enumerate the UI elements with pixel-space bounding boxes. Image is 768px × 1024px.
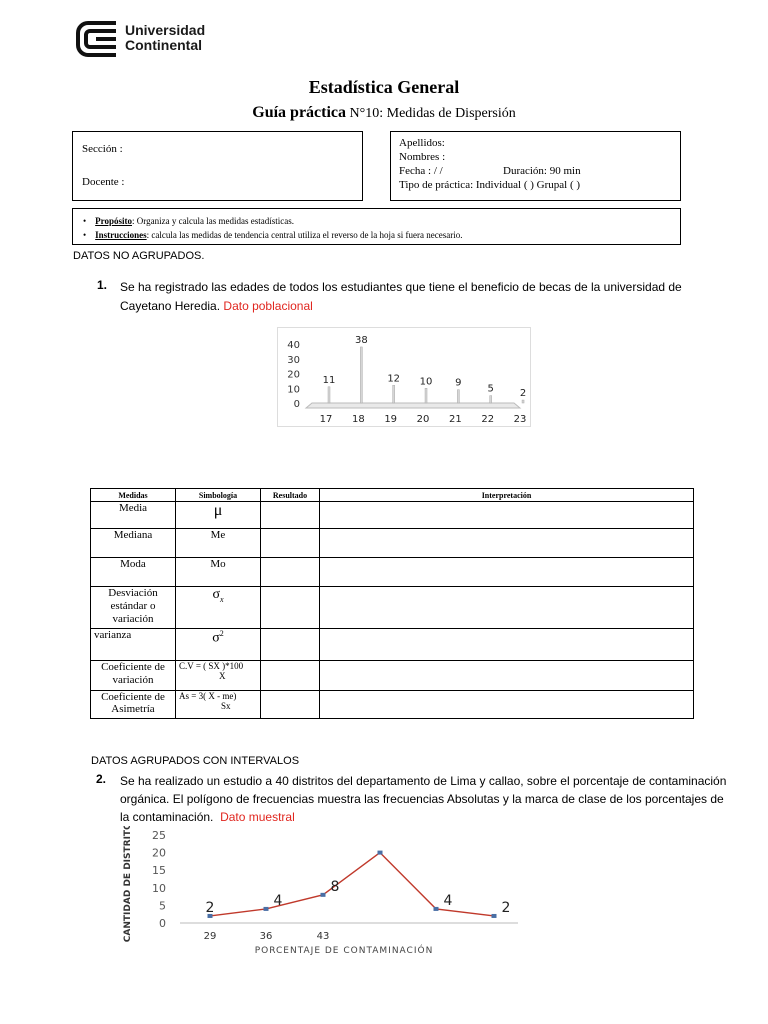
university-logo (76, 20, 121, 58)
section1-heading: DATOS NO AGRUPADOS. (73, 250, 205, 262)
x-tick-label: 18 (351, 414, 365, 425)
seccion-label: Sección : (82, 143, 123, 155)
data-point-label: 2 (501, 899, 511, 916)
y-tick-label: 20 (152, 846, 166, 860)
data-point (264, 907, 269, 911)
instructions-box (72, 208, 681, 245)
dato-poblacional-tag: Dato poblacional (223, 299, 313, 313)
x-axis-label: PORCENTAJE DE CONTAMINACIÓN (254, 946, 434, 956)
table-row (91, 587, 694, 629)
medida-cell: Desviación estándar o variación (91, 587, 176, 629)
data-point-label: 8 (330, 878, 340, 895)
guide-number: N°10: (349, 106, 384, 121)
section2-heading: DATOS AGRUPADOS CON INTERVALOS (91, 755, 300, 767)
contamination-line-chart (118, 826, 530, 958)
as-formula-top: As = 3( X - me) (179, 691, 237, 701)
sigma-squared-symbol (176, 629, 261, 661)
apellidos-label: Apellidos: (399, 137, 445, 149)
resultado-cell[interactable] (261, 629, 320, 661)
bar (425, 388, 427, 403)
bar-value-label: 10 (419, 376, 433, 388)
instrucciones-label: Instrucciones (95, 230, 147, 240)
medida-cell: Media (91, 502, 176, 529)
bar-value-label: 38 (354, 334, 368, 346)
mo-symbol: Mo (176, 558, 261, 587)
bar (360, 347, 362, 403)
section2-line3: la contaminación. (120, 810, 214, 824)
page-title: Estadística General (308, 77, 460, 97)
logo-line2: Continental (125, 37, 202, 53)
medida-cell: Mediana (91, 529, 176, 558)
guide-label: Guía práctica (252, 104, 347, 121)
x-tick-label: 36 (259, 931, 273, 942)
logo-icon (76, 20, 121, 58)
bar-value-label: 11 (322, 374, 336, 386)
bar-value-label: 12 (387, 373, 401, 385)
x-tick-label: 21 (448, 414, 462, 425)
cv-formula (176, 661, 261, 691)
header-simbologia: Simbología (176, 489, 261, 502)
y-tick-label: 0 (159, 917, 166, 930)
y-tick-label: 10 (287, 384, 300, 396)
x-tick-label: 23 (513, 414, 527, 425)
table-row (91, 558, 694, 587)
data-point (434, 907, 439, 911)
form-right-box (390, 131, 681, 201)
medida-cell: Moda (91, 558, 176, 587)
section2-number: 2. (96, 772, 107, 786)
sigma-glyph: σ (212, 587, 220, 602)
header-interpretacion: Interpretación (320, 489, 694, 502)
cv-formula-bottom: X (219, 671, 226, 681)
sigma-x-symbol (176, 587, 261, 629)
resultado-cell[interactable] (261, 691, 320, 719)
me-symbol: Me (176, 529, 261, 558)
as-formula (176, 691, 261, 719)
mu-symbol: μ (176, 502, 261, 529)
section1-text (120, 278, 682, 316)
interpretacion-cell[interactable] (320, 691, 694, 719)
bar (328, 387, 330, 403)
tipo-practica-label: Tipo de práctica: Individual ( ) Grupal ( ) (399, 179, 581, 191)
medida-cell: Coeficiente de Asimetría (91, 691, 176, 719)
resultado-cell[interactable] (261, 661, 320, 691)
interpretacion-cell[interactable] (320, 587, 694, 629)
section2-line1: Se ha realizado un estudio a 40 distritos del departamento de Lima y callao, sobre el porcentaje de contaminación (120, 774, 727, 788)
interpretacion-cell[interactable] (320, 529, 694, 558)
table-row (91, 529, 694, 558)
bar (522, 400, 524, 403)
proposito-text: : Organiza y calcula las medidas estadísticas. (132, 216, 295, 226)
bar (457, 390, 459, 403)
interpretacion-cell[interactable] (320, 558, 694, 587)
bar-value-label: 5 (487, 383, 494, 395)
sigma-sub: x (219, 594, 224, 604)
logo-line1: Universidad (125, 22, 206, 38)
sigma-sup: 2 (219, 629, 224, 638)
y-axis-label: CANTIDAD DE DISTRITOS (123, 826, 133, 943)
x-tick-label: 29 (203, 931, 217, 942)
y-tick-label: 10 (152, 881, 166, 895)
section2-text (120, 772, 726, 826)
data-point (492, 914, 497, 918)
data-point-label: 4 (273, 892, 283, 909)
resultado-cell[interactable] (261, 502, 320, 529)
duracion-label: Duración: 90 min (503, 165, 581, 177)
chart-floor (306, 403, 520, 408)
proposito-label: Propósito (95, 216, 132, 226)
bar-value-label: 9 (455, 377, 462, 389)
form-left-box (72, 131, 363, 201)
as-formula-bottom: Sx (221, 701, 231, 711)
bar (490, 396, 492, 403)
section1-line1: Se ha registrado las edades de todos los estudiantes que tiene el beneficio de becas de la universidad de (120, 280, 682, 294)
x-tick-label: 43 (316, 931, 330, 942)
nombres-label: Nombres : (399, 151, 446, 163)
data-point-label: 2 (205, 899, 215, 916)
x-tick-label: 19 (384, 414, 398, 425)
section2-line2: orgánica. El polígono de frecuencias muestra las frecuencias Absolutas y la marca de clase de los porcentajes de (120, 792, 724, 806)
y-tick-label: 25 (152, 829, 166, 842)
instrucciones-text: : calcula las medidas de tendencia central utiliza el reverso de la hoja si fuera necesario. (146, 230, 463, 240)
y-tick-label: 0 (293, 399, 300, 410)
header-resultado: Resultado (261, 489, 320, 502)
x-tick-label: 22 (481, 414, 495, 425)
x-tick-label: 17 (319, 414, 333, 425)
interpretacion-cell[interactable] (320, 661, 694, 691)
data-point-label: 4 (443, 892, 453, 909)
header-medidas: Medidas (91, 489, 176, 502)
resultado-cell[interactable] (261, 558, 320, 587)
docente-label: Docente : (82, 176, 125, 188)
interpretacion-cell[interactable] (320, 502, 694, 529)
section1-number: 1. (97, 278, 108, 292)
data-point (378, 851, 383, 855)
x-tick-label: 20 (416, 414, 430, 425)
medida-cell: varianza (91, 629, 176, 661)
bar (393, 385, 395, 403)
guide-topic: Medidas de Dispersión (386, 106, 516, 121)
fecha-label: Fecha : / / (399, 165, 443, 177)
data-point (321, 893, 326, 897)
page-subtitle (0, 104, 768, 122)
y-tick-label: 15 (152, 864, 166, 878)
measures-table (90, 488, 694, 719)
instrucciones-item: • Instrucciones: calcula las medidas de tendencia central utiliza el reverso de la hoja si fuera necesario. (83, 230, 463, 240)
resultado-cell[interactable] (261, 529, 320, 558)
table-row (91, 661, 694, 691)
resultado-cell[interactable] (261, 587, 320, 629)
table-header-row (91, 489, 694, 502)
table-row (91, 502, 694, 529)
y-tick-label: 30 (287, 354, 300, 366)
sigma-glyph: σ (212, 630, 220, 646)
y-tick-label: 5 (159, 899, 166, 913)
chart1-frame (277, 327, 531, 427)
proposito-item: • Propósito: Organiza y calcula las medidas estadísticas. (83, 216, 295, 226)
y-tick-label: 20 (287, 369, 300, 381)
cv-formula-top: C.V = ( SX )*100 (179, 661, 244, 671)
chart2-frame (118, 826, 530, 958)
y-tick-label: 40 (287, 340, 300, 351)
age-bar-chart (278, 328, 530, 426)
bar-value-label: 2 (519, 388, 527, 400)
table-row (91, 629, 694, 661)
section1-line2: Cayetano Heredia. (120, 299, 221, 313)
medida-cell: Coeficiente de variación (91, 661, 176, 691)
dato-muestral-tag: Dato muestral (220, 810, 295, 824)
interpretacion-cell[interactable] (320, 629, 694, 661)
table-row (91, 691, 694, 719)
